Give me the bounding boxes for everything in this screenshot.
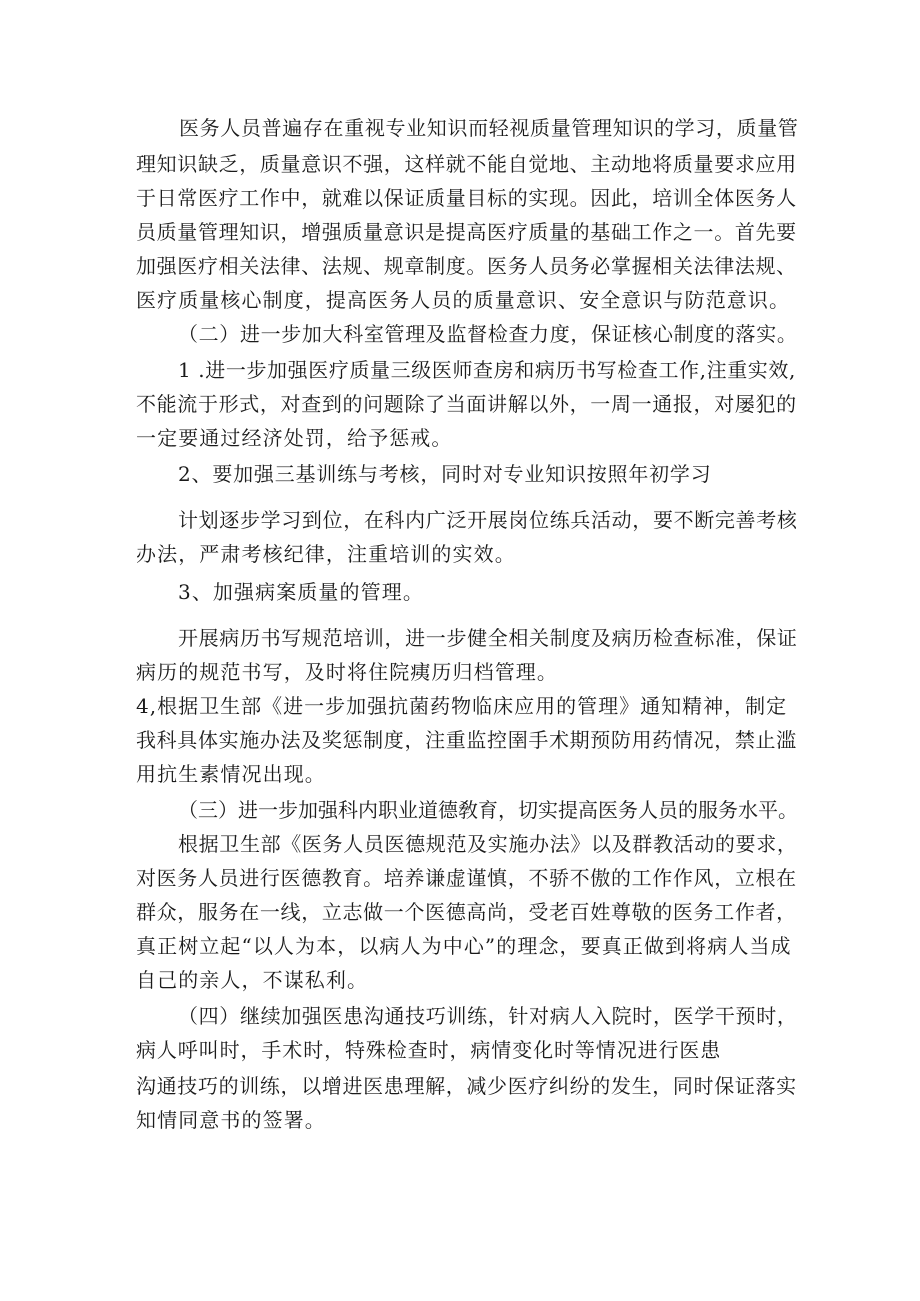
section-heading-3: （三）进一步加强科内职业道德敎育，切实提高医务人员的服务水平。: [178, 798, 798, 822]
section-heading-4-line-2: 病人呼叫时，手术时，特殊检查时，病情变化时等情况进行医患: [136, 1038, 722, 1062]
paragraph-7-line-1: 开展病历书写规范培训，进一步健全相关制度及病历检查标准，保证: [178, 626, 798, 650]
paragraph-1-line-4: 员质量管理知识，增强质量意识是提高医疗质量的基础工作之一。首先要: [136, 220, 797, 244]
paragraph-12-line-1: 沟通技巧的训练，以增进医患理解，减少医疗纠纷的发生，同时保证落实: [136, 1074, 797, 1098]
paragraph-6-line-1: 3、加强病案质量的管理。: [178, 580, 424, 604]
paragraph-1-line-6: 医疗质量核心制度，提高医务人员的质量意识、安全意识与防范意识。: [136, 288, 791, 312]
paragraph-1-line-1: 医务人员普遍存在重视专业知识而轻视质量管理知识的学习，质量管: [179, 116, 799, 140]
paragraph-10-line-2: 对医务人员进行医德教育。培养谦虚谨慎，不骄不傲的工作作风，立根在: [136, 866, 797, 890]
paragraph-1-line-3: 于日常医疗工作中，就难以保证质量目标的实现。因此，培训全体医务人: [136, 186, 797, 210]
section-heading-2: （二）进一步加大科室管理及监督检查力度，保证核心制度的落实。: [178, 322, 798, 346]
paragraph-8-line-3: 用抗生素情况出现。: [136, 762, 326, 786]
paragraph-1-line-2: 理知识缺乏，质量意识不强，这样就不能自觉地、主动地将质量要求应用: [136, 152, 797, 176]
paragraph-4-line-1: 2、要加强三基训练与考核，同时对专业知识按照年初学习: [178, 462, 712, 486]
paragraph-5-line-2: 办法，严肃考核纪律，注重培训的实效。: [136, 542, 516, 566]
paragraph-3-line-1: 1 .进一步加强医疗质量三级医师查房和病历书写检查工作,注重实效,: [178, 358, 796, 382]
paragraph-8-line-2: 我科具体实施办法及奖惩制度，注重监控圉手术期预防用药情况，禁止滥: [136, 728, 797, 752]
paragraph-10-line-4: 真正树立起“以人为本，以病人为中心”的理念，要真正做到将病人当成: [136, 934, 792, 958]
paragraph-10-line-3: 群众，服务在一线，立志做一个医德高尚，受老百姓尊敬的医务工作者，: [136, 900, 797, 924]
paragraph-10-line-1: 根据卫生部《医务人员医德规范及实施办法》以及群教活动的要求，: [178, 832, 798, 856]
section-heading-4-line-1: （四）继续加强医患沟通技巧训练，针对病人入院时，医学干预时，: [178, 1004, 798, 1028]
paragraph-12-line-2: 知情同意书的签署。: [136, 1108, 326, 1132]
paragraph-8-line-1: 4,根据卫生部《进一步加强抗菌药物临床应用的管理》通知精神，制定: [136, 694, 788, 718]
paragraph-7-line-2: 病历的规范书写，及时将住院痍历归档管理。: [136, 660, 558, 684]
paragraph-1-line-5: 加强医疗相关法律、法规、规章制度。医务人员务必掌握相关法律法规、: [136, 254, 797, 278]
paragraph-10-line-5: 自己的亲人，不谋私利。: [136, 968, 369, 992]
paragraph-3-line-2: 不能流于形式，对查到的问题除了当面讲解以外，一周一通报，对屡犯的: [136, 392, 797, 416]
paragraph-5-line-1: 计划逐步学习到位，在科内广泛开展岗位练兵活动，要不断完善考核: [178, 508, 798, 532]
paragraph-3-line-3: 一定要通过经济处罚，给予惩戒。: [136, 426, 453, 450]
